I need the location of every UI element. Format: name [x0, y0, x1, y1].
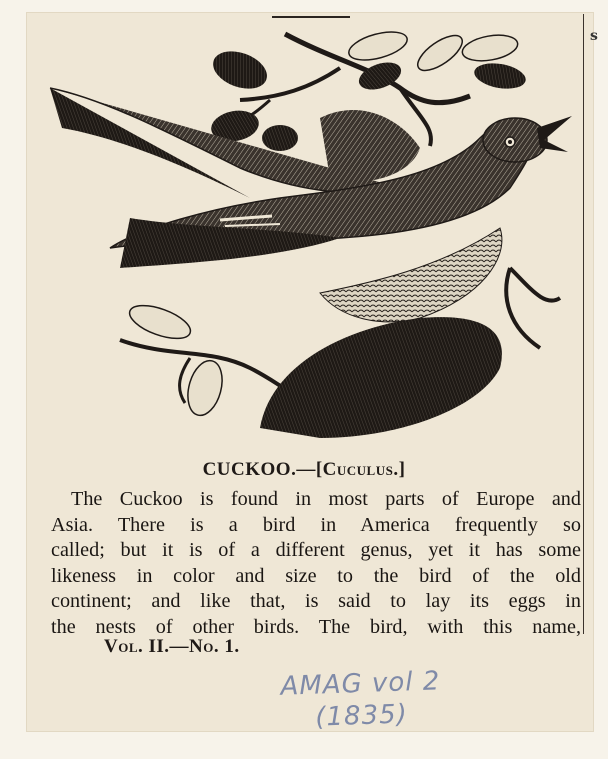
body-line: Asia. There is a bird in America frequently so [51, 513, 581, 536]
edge-letter-mark: s [590, 28, 598, 44]
annotation-line-1: AMAG vol 2 [280, 666, 441, 702]
caption-title: CUCKOO.— [202, 459, 316, 480]
body-line: called; but it is of a different genus, yet it has some [51, 539, 581, 562]
caption-latin-name: [Cuculus.] [315, 459, 406, 480]
body-line: likeness in color and size to the bird of the old [51, 564, 581, 587]
pencil-annotation [235, 664, 487, 737]
volume-footer: Vol. II.—No. 1. [104, 636, 240, 657]
top-rule [272, 16, 350, 18]
body-line: the nests of other birds. The bird, with this name, [51, 615, 581, 638]
cuckoo-engraving [40, 28, 580, 448]
body-line: The Cuckoo is found in most parts of Europe and [71, 488, 581, 510]
column-rule [583, 14, 584, 634]
annotation-line-2: (1835) [314, 699, 409, 733]
article-body [51, 487, 581, 641]
engraving-caption [0, 459, 608, 481]
cuckoo-bird [50, 88, 572, 322]
body-line: continent; and like that, is said to lay its eggs in [51, 590, 581, 613]
